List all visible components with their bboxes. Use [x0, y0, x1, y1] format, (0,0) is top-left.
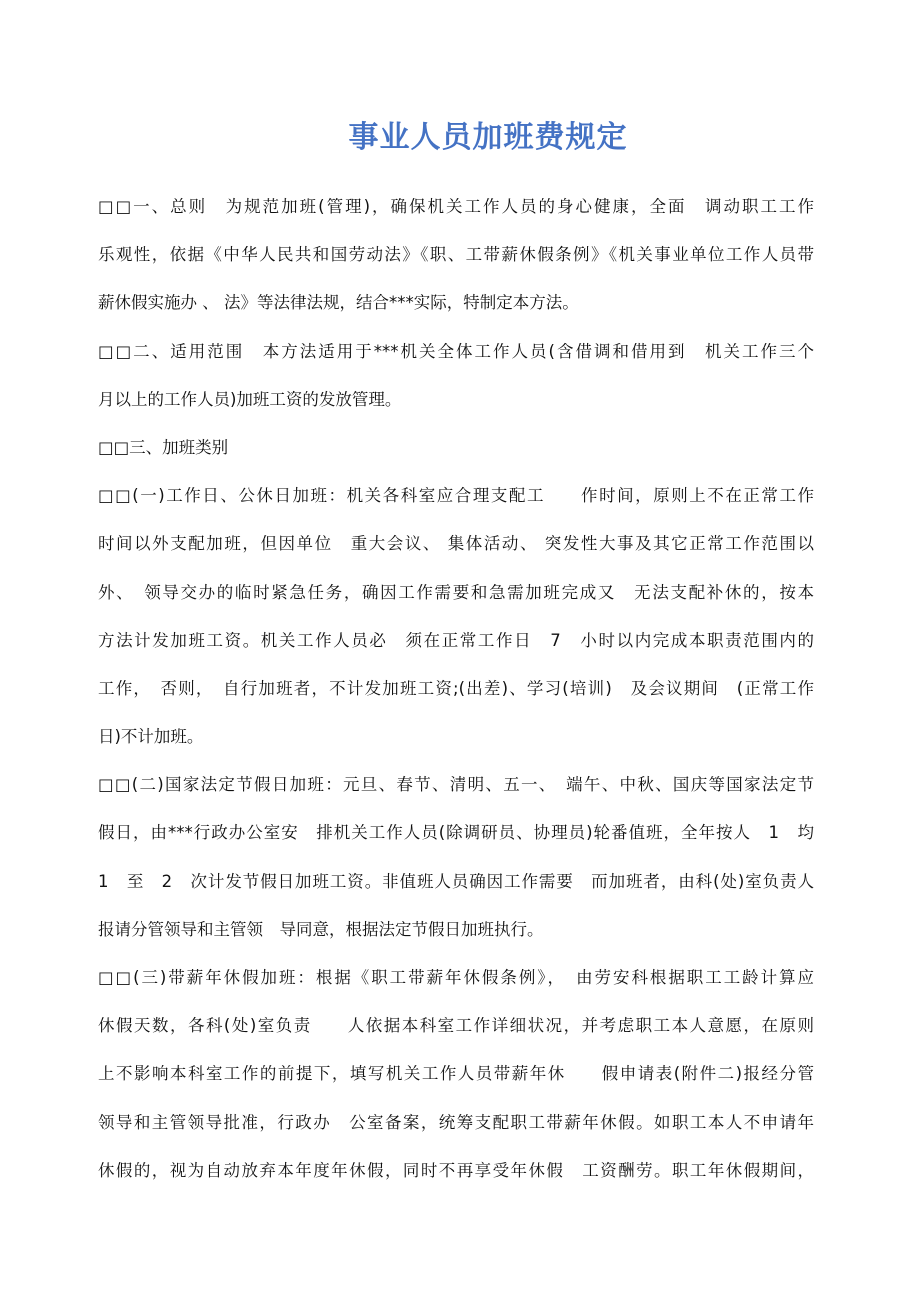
text-line: 月以上的工作人员)加班工资的发放管理。 — [98, 389, 402, 409]
text-line: 休假的，视为自动放弃本年度年休假，同时不再享受年休假 工资酬劳。职工年休假期间， — [98, 1160, 814, 1180]
text-line: 上不影响本科室工作的前提下，填写机关工作人员带薪年休 假申请表(附件二)报经分管 — [98, 1064, 814, 1084]
text-line: 1 至 2 次计发节假日加班工资。非值班人员确因工作需要 而加班者，由科(处)室负责人 — [98, 871, 814, 891]
document-title: 事业人员加班费规定 — [348, 120, 628, 155]
text-line: 日)不计加班。 — [98, 727, 204, 747]
text-line: 乐观性，依据《中华人民共和国劳动法》《职、工带薪休假条例》《机关事业单位工作人员带 — [98, 245, 814, 265]
text-line: □□二、适用范围 本方法适用于***机关全体工作人员(含借调和借用到 机关工作三个 — [98, 341, 814, 361]
text-line: 时间以外支配加班，但因单位 重大会议、 集体活动、 突发性大事及其它正常工作范围以 — [98, 534, 814, 554]
text-line: □□(二)国家法定节假日加班：元旦、春节、清明、五一、 端午、中秋、国庆等国家法定节 — [98, 775, 814, 795]
text-line: 领导和主管领导批准，行政办 公室备案，统筹支配职工带薪年休假。如职工本人不申请年 — [98, 1112, 814, 1132]
text-line: 假日，由***行政办公室安 排机关工作人员(除调研员、协理员)轮番值班，全年按人 1 均 — [98, 823, 814, 843]
document-body — [98, 189, 814, 1201]
text-line: 工作， 否则， 自行加班者，不计发加班工资;(出差)、学习(培训) 及会议期间 (正常工作 — [98, 678, 814, 698]
text-line: □□三、加班类别 — [98, 437, 229, 457]
text-line: □□一、总则 为规范加班(管理)，确保机关工作人员的身心健康，全面 调动职工工作 — [98, 197, 814, 216]
text-line: 休假天数，各科(处)室负责 人依据本科室工作详细状况，并考虑职工本人意愿，在原则 — [98, 1016, 814, 1036]
text-line: 外、 领导交办的临时紧急任务，确因工作需要和急需加班完成又 无法支配补休的，按本 — [98, 582, 814, 602]
text-line: 薪休假实施办 、 法》等法律法规，结合***实际，特制定本方法。 — [98, 293, 579, 313]
text-line: □□(三)带薪年休假加班：根据《职工带薪年休假条例》， 由劳安科根据职工工龄计算应 — [98, 968, 814, 987]
text-line: □□(一)工作日、公休日加班：机关各科室应合理支配工 作时间，原则上不在正常工作 — [98, 486, 814, 506]
text-line: 报请分管领导和主管领 导同意，根据法定节假日加班执行。 — [98, 919, 544, 939]
text-line: 方法计发加班工资。机关工作人员必 须在正常工作日 7 小时以内完成本职责范围内的 — [98, 630, 814, 650]
